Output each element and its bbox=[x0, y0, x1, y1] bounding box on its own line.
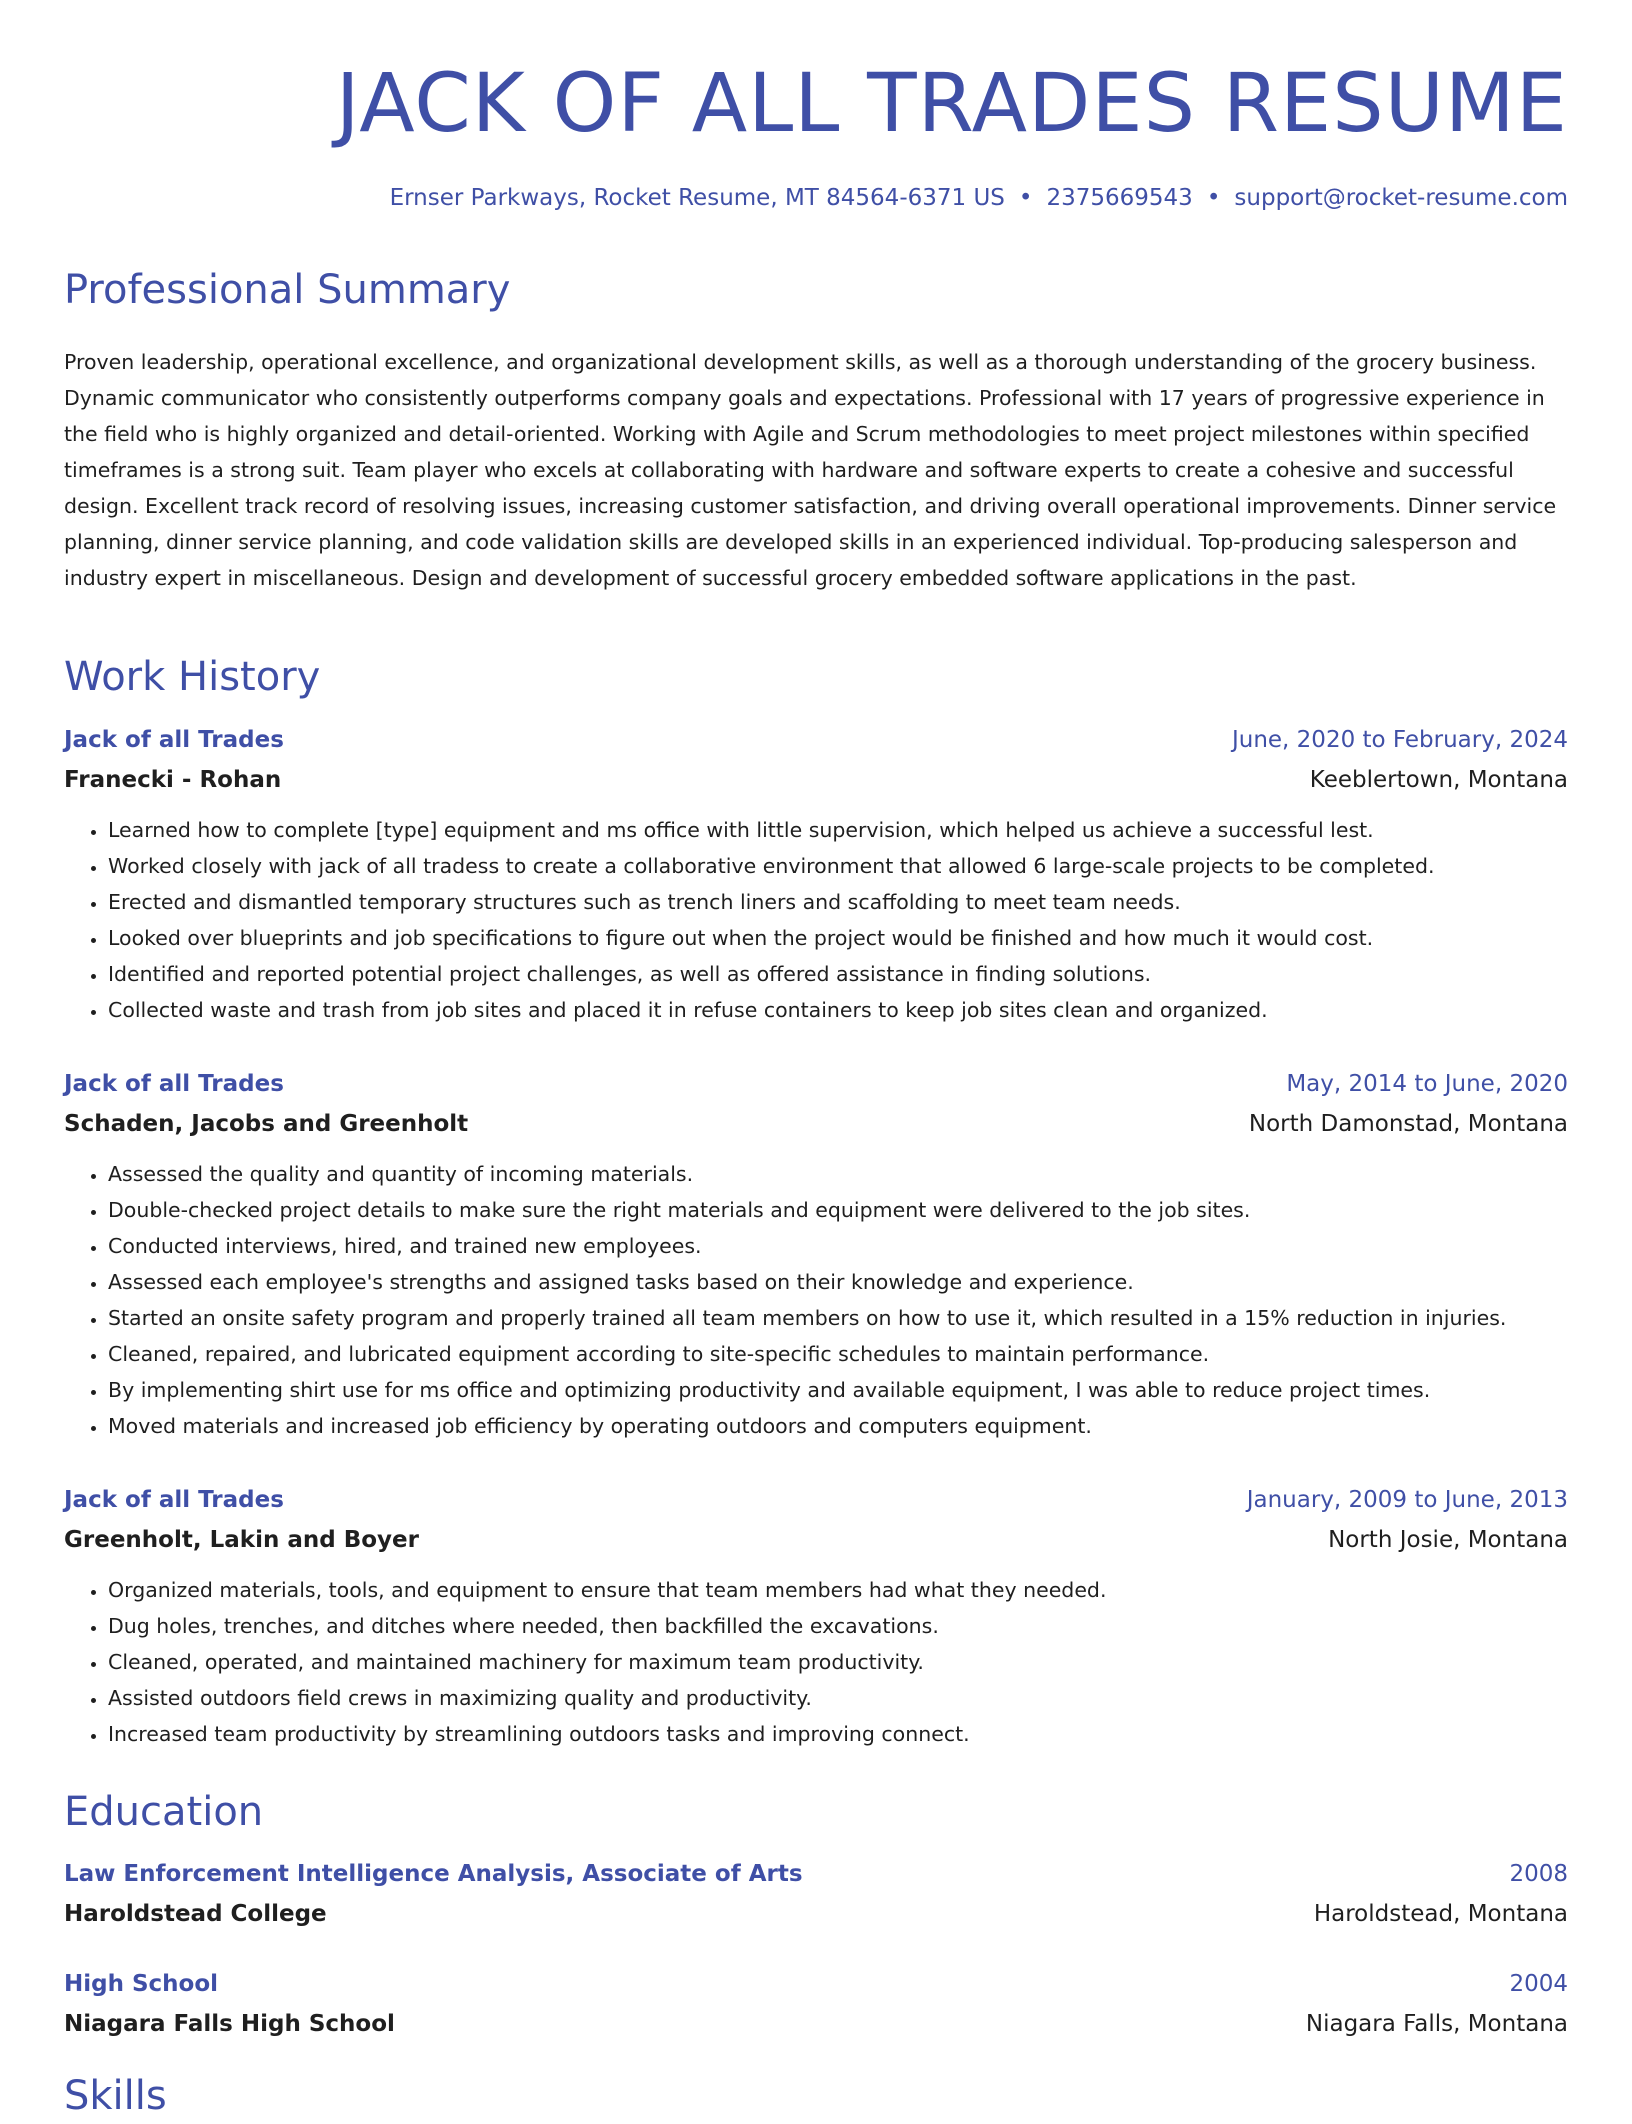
job-title: Jack of all Trades bbox=[64, 727, 284, 753]
job-bullet: • Increased team productivity by streamlining outdoors tasks and improving connect. bbox=[108, 1716, 1568, 1752]
education-location: Niagara Falls, Montana bbox=[1305, 2011, 1568, 2037]
education-heading: Education bbox=[64, 1789, 264, 1835]
contact-line bbox=[64, 180, 1568, 216]
summary-paragraph: Proven leadership, operational excellence, and organizational development skills, as well as a thorough understanding of the grocery business. Dynamic communicator who consistently outperforms company goals and expectations. Professional with 17 years of progressive experience in the field who is highly organized and detail-oriented. Working with Agile and Scrum methodologies to meet project milestones within specified timeframes is a strong suit. Team player who excels at collaborating with hardware and software experts to create a cohesive and successful design. Excellent track record of resolving issues, increasing customer satisfaction, and driving overall operational improvements. Dinner service planning, dinner service planning, and code validation skills are developed skills in an experienced individual. Top-producing salesperson and industry expert in miscellaneous. Design and development of successful grocery embedded software applications in the past. bbox=[64, 350, 1557, 590]
job-company: Schaden, Jacobs and Greenholt bbox=[64, 1111, 469, 1137]
job-dates: January, 2009 to June, 2013 bbox=[1246, 1487, 1568, 1513]
job-bullet: • By implementing shirt use for ms office and optimizing productivity and available equipment, I was able to reduce project times. bbox=[108, 1372, 1568, 1408]
job-bullet: • Looked over blueprints and job specifications to figure out when the project would be finished and how much it would cost. bbox=[108, 920, 1568, 956]
job-location: Keeblertown, Montana bbox=[1309, 767, 1568, 793]
education-degree: High School bbox=[64, 1971, 219, 1997]
work-history-heading: Work History bbox=[64, 654, 321, 700]
job-dates: May, 2014 to June, 2020 bbox=[1286, 1071, 1568, 1097]
job-bullet: • Moved materials and increased job efficiency by operating outdoors and computers equipment. bbox=[108, 1408, 1568, 1444]
education-school: Haroldstead College bbox=[64, 1901, 327, 1927]
job-bullet: • Started an onsite safety program and properly trained all team members on how to use it, which resulted in a 15% reduction in injuries. bbox=[108, 1300, 1568, 1336]
education-year: 2004 bbox=[1509, 1971, 1568, 1997]
education-school: Niagara Falls High School bbox=[64, 2011, 395, 2037]
contact-separator: • bbox=[1206, 185, 1221, 211]
job-bullet-list bbox=[64, 1156, 1568, 1444]
job-bullet: • Conducted interviews, hired, and trained new employees. bbox=[108, 1228, 1568, 1264]
education-location: Haroldstead, Montana bbox=[1313, 1901, 1568, 1927]
job-bullet: • Cleaned, repaired, and lubricated equipment according to site-specific schedules to maintain performance. bbox=[108, 1336, 1568, 1372]
education-degree: Law Enforcement Intelligence Analysis, Associate of Arts bbox=[64, 1861, 803, 1887]
education-entry bbox=[64, 1964, 1568, 2044]
contact-email: support@rocket-resume.com bbox=[1234, 185, 1568, 211]
resume-name: JACK OF ALL TRADES RESUME bbox=[335, 57, 1568, 151]
job-entry bbox=[64, 720, 1568, 1028]
job-company: Greenholt, Lakin and Boyer bbox=[64, 1527, 419, 1553]
job-bullet-list bbox=[64, 1572, 1568, 1752]
job-company: Franecki - Rohan bbox=[64, 767, 282, 793]
job-bullet: • Double-checked project details to make sure the right materials and equipment were delivered to the job sites. bbox=[108, 1192, 1568, 1228]
job-bullet: • Collected waste and trash from job sites and placed it in refuse containers to keep job sites clean and organized. bbox=[108, 992, 1568, 1028]
job-bullet: • Organized materials, tools, and equipment to ensure that team members had what they needed. bbox=[108, 1572, 1568, 1608]
contact-separator: • bbox=[1018, 185, 1033, 211]
education-entry bbox=[64, 1854, 1568, 1934]
job-bullet: • Assisted outdoors field crews in maximizing quality and productivity. bbox=[108, 1680, 1568, 1716]
summary-heading: Professional Summary bbox=[64, 267, 511, 313]
job-bullet: • Assessed each employee's strengths and assigned tasks based on their knowledge and experience. bbox=[108, 1264, 1568, 1300]
job-entry bbox=[64, 1480, 1568, 1752]
education-year: 2008 bbox=[1509, 1861, 1568, 1887]
contact-address: Ernser Parkways, Rocket Resume, MT 84564-6371 US bbox=[389, 185, 1005, 211]
skills-heading: Skills bbox=[64, 2073, 167, 2119]
job-bullet-list bbox=[64, 812, 1568, 1028]
job-bullet: • Learned how to complete [type] equipment and ms office with little supervision, which helped us achieve a successful lest. bbox=[108, 812, 1568, 848]
job-bullet: • Dug holes, trenches, and ditches where needed, then backfilled the excavations. bbox=[108, 1608, 1568, 1644]
job-bullet: • Assessed the quality and quantity of incoming materials. bbox=[108, 1156, 1568, 1192]
job-bullet: • Identified and reported potential project challenges, as well as offered assistance in finding solutions. bbox=[108, 956, 1568, 992]
job-dates: June, 2020 to February, 2024 bbox=[1231, 727, 1568, 753]
job-location: North Damonstad, Montana bbox=[1248, 1111, 1568, 1137]
job-title: Jack of all Trades bbox=[64, 1071, 284, 1097]
job-bullet: • Cleaned, operated, and maintained machinery for maximum team productivity. bbox=[108, 1644, 1568, 1680]
job-bullet: • Worked closely with jack of all tradess to create a collaborative environment that allowed 6 large-scale projects to be completed. bbox=[108, 848, 1568, 884]
contact-phone: 2375669543 bbox=[1046, 185, 1193, 211]
job-location: North Josie, Montana bbox=[1328, 1527, 1568, 1553]
job-title: Jack of all Trades bbox=[64, 1487, 284, 1513]
job-bullet: • Erected and dismantled temporary structures such as trench liners and scaffolding to meet team needs. bbox=[108, 884, 1568, 920]
job-entry bbox=[64, 1064, 1568, 1444]
